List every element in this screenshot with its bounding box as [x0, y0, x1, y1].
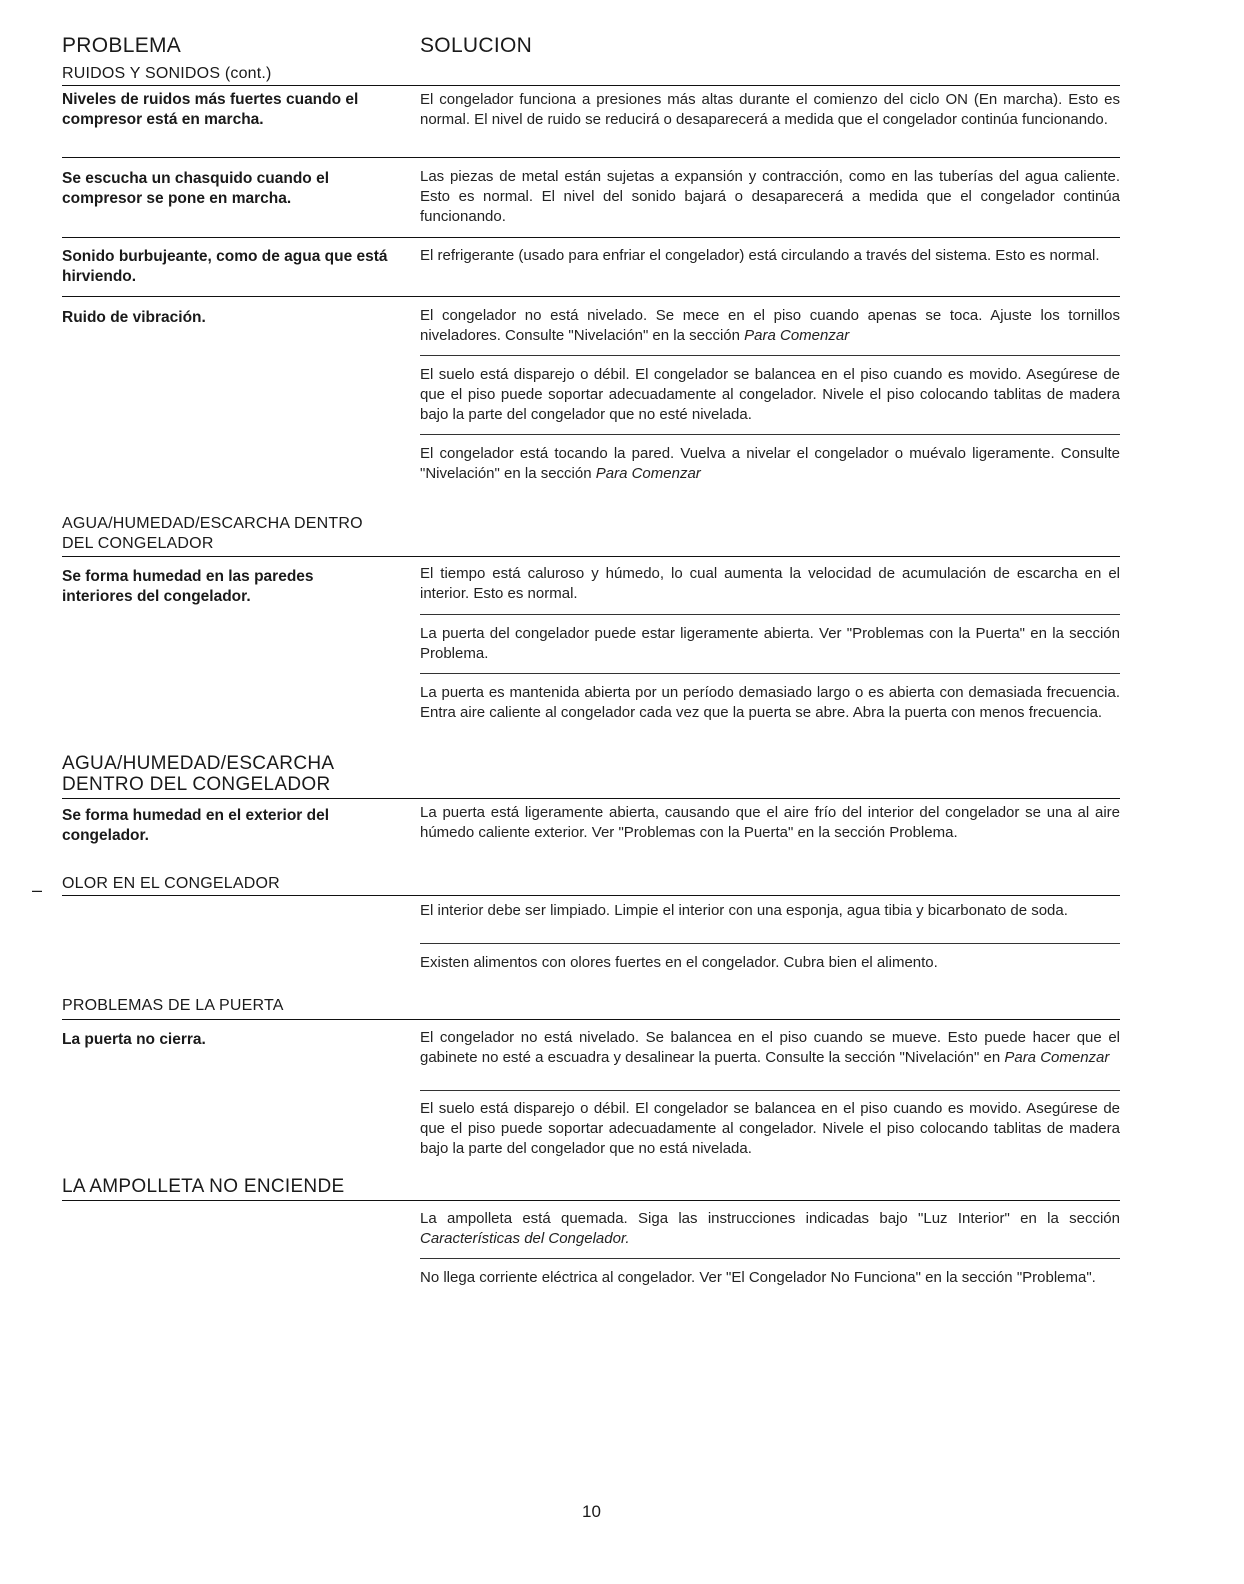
solution-olor-1: El interior debe ser limpiado. Limpie el interior con una esponja, agua tibia y bicarbonato de soda.	[420, 902, 1068, 919]
margin-mark: –	[32, 880, 43, 900]
solution-divider	[420, 434, 1120, 435]
solution-divider	[420, 673, 1120, 674]
section-divider	[62, 85, 1120, 86]
solucion-column-header: SOLUCION	[420, 34, 533, 57]
page-number: 10	[582, 1502, 601, 1521]
solution-humedad-exterior: La puerta está ligeramente abierta, causando que el aire frío del interior del congelador se una al aire húmedo caliente exterior. Ver "Problemas con la Puerta" en la sección Problema.	[420, 804, 1120, 841]
section-title-agua-line1: AGUA/HUMEDAD/ESCARCHA DENTRO	[62, 515, 363, 532]
solution-vibracion-1: El congelador no está nivelado. Se mece en el piso cuando apenas se toca. Ajuste los tornillos niveladores. Consulte "Nivelación" en la sección Para Comenzar	[420, 307, 1120, 344]
row-divider	[62, 157, 1120, 158]
solution-puerta-1: El congelador no está nivelado. Se balancea en el piso cuando se mueve. Esto puede hacer que el gabinete no esté a escuadra y desalinear la puerta. Consulte la sección "Nivelación" en Para Comenzar	[420, 1029, 1120, 1066]
solution-burbujeante: El refrigerante (usado para enfriar el congelador) está circulando a través del sistema. Esto es normal.	[420, 247, 1100, 264]
italic-ref: Para Comenzar	[744, 327, 850, 344]
solution-chasquido: Las piezas de metal están sujetas a expansión y contracción, como en las tuberías del agua caliente. Esto es normal. El nivel del sonido bajará o desaparecerá a medida que el congelador continúa funcionando.	[420, 168, 1120, 225]
solution-ampolleta-1: La ampolleta está quemada. Siga las instrucciones indicadas bajo "Luz Interior" en la sección Características del Congelador.	[420, 1210, 1120, 1247]
section-title-agua-line2: DEL CONGELADOR	[62, 535, 214, 552]
problema-column-header: PROBLEMA	[62, 34, 182, 57]
row-divider	[62, 296, 1120, 297]
section-title-ampolleta: LA AMPOLLETA NO ENCIENDE	[62, 1176, 345, 1197]
solution-divider	[420, 614, 1120, 615]
section-title-agua2-line1: AGUA/HUMEDAD/ESCARCHA	[62, 753, 335, 774]
solution-humedad-interior-1: El tiempo está caluroso y húmedo, lo cual aumenta la velocidad de acumulación de escarcha en el interior. Esto es normal.	[420, 565, 1120, 602]
solution-divider	[420, 355, 1120, 356]
solution-humedad-interior-2: La puerta del congelador puede estar ligeramente abierta. Ver "Problemas con la Puerta" en la sección Problema.	[420, 625, 1120, 662]
italic-ref: Para Comenzar	[1004, 1049, 1110, 1066]
solution-humedad-interior-3: La puerta es mantenida abierta por un período demasiado largo o es abierta con demasiada frecuencia. Entra aire caliente al congelador cada vez que la puerta se abre. Abra la puerta con menos frecuencia.	[420, 684, 1120, 721]
solution-divider	[420, 1090, 1120, 1091]
problem-humedad-exterior: Se forma humedad en el exterior del congelador.	[62, 807, 330, 844]
section-divider	[62, 798, 1120, 799]
italic-ref: Para Comenzar	[595, 465, 701, 482]
italic-ref: Características del Congelador.	[420, 1230, 630, 1247]
problem-burbujeante: Sonido burbujeante, como de agua que está hirviendo.	[62, 248, 388, 285]
problem-humedad-interior: Se forma humedad en las paredes interiores del congelador.	[62, 568, 314, 605]
section-divider	[62, 1200, 1120, 1201]
problem-vibracion: Ruido de vibración.	[62, 309, 206, 326]
section-divider	[62, 1019, 1120, 1020]
problem-ruidos-fuertes: Niveles de ruidos más fuertes cuando el compresor está en marcha.	[62, 91, 359, 128]
solution-vibracion-2: El suelo está disparejo o débil. El congelador se balancea en el piso cuando es movido. Asegúrese de que el piso puede soportar adecuadamente al congelador. Nivele el piso colocando tablitas de madera bajo la parte del congelador que no esté nivelada.	[420, 366, 1120, 423]
section-title-puerta: PROBLEMAS DE LA PUERTA	[62, 997, 284, 1014]
problem-chasquido: Se escucha un chasquido cuando el compresor se pone en marcha.	[62, 170, 330, 207]
section-divider	[62, 556, 1120, 557]
section-divider	[62, 895, 1120, 896]
row-divider	[62, 237, 1120, 238]
solution-olor-2: Existen alimentos con olores fuertes en el congelador. Cubra bien el alimento.	[420, 954, 938, 971]
section-title-olor: OLOR EN EL CONGELADOR	[62, 875, 280, 892]
solution-ruidos-fuertes: El congelador funciona a presiones más altas durante el comienzo del ciclo ON (En marcha). Esto es normal. El nivel de ruido se reducirá o desaparecerá a medida que el congelador continúa funcionando.	[420, 91, 1120, 128]
section-title-ruidos: RUIDOS Y SONIDOS (cont.)	[62, 65, 272, 82]
solution-ampolleta-2: No llega corriente eléctrica al congelador. Ver "El Congelador No Funciona" en la sección "Problema".	[420, 1269, 1096, 1286]
solution-divider	[420, 1258, 1120, 1259]
solution-puerta-2: El suelo está disparejo o débil. El congelador se balancea en el piso cuando es movido. Asegúrese de que el piso puede soportar adecuadamente al congelador. Nivele el piso colocando tablitas de madera bajo la parte del congelador que no está nivelada.	[420, 1100, 1120, 1157]
solution-vibracion-3: El congelador está tocando la pared. Vuelva a nivelar el congelador o muévalo ligeramente. Consulte "Nivelación" en la sección Para Comenzar	[420, 445, 1120, 482]
section-title-agua2-line2: DENTRO DEL CONGELADOR	[62, 774, 331, 795]
problem-puerta-no-cierra: La puerta no cierra.	[62, 1031, 206, 1048]
solution-divider	[420, 943, 1120, 944]
